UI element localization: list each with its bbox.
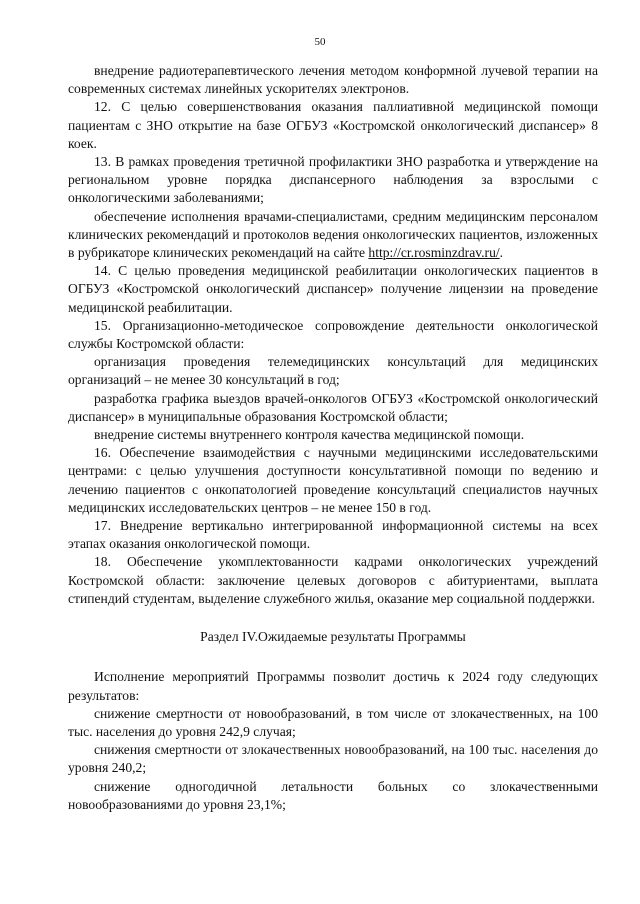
paragraph-clinical-guidelines-tail: .	[499, 245, 504, 261]
paragraph-item-16: 16. Обеспечение взаимодействия с научными медицинскими исследовательскими центрами: с целью улучшения доступности консультативной помощи по ведению и лечению пациентов с онкопатологией проведение консультаций специалистов научных медицинских исследовательских центров – не менее 150 в год.	[68, 445, 598, 515]
paragraph-quality-control: внедрение системы внутреннего контроля качества медицинской помощи.	[94, 427, 525, 443]
paragraph-clinical-guidelines-text: обеспечение исполнения врачами-специалистами, средним медицинским персоналом клинических рекомендаций и протоколов ведения онкологических пациентов, изложенных в рубрикаторе клинических рекомендаций на сайте	[68, 208, 598, 261]
paragraph-telemedicine: организация проведения телемедицинских консультаций для медицинских организаций – не менее 30 консультаций в год;	[68, 354, 598, 388]
paragraph-item-14: 14. С целью проведения медицинской реабилитации онкологических пациентов в ОГБУЗ «Костромской онкологический диспансер» получение лицензии на проведение медицинской реабилитации.	[68, 263, 598, 315]
paragraph-visit-schedule: разработка графика выездов врачей-онкологов ОГБУЗ «Костромской онкологический диспансер» в муниципальные образования Костромской области;	[68, 390, 598, 424]
paragraph-radiotherapy: внедрение радиотерапевтического лечения методом конформной лучевой терапии на современных системах линейных ускорителях электронов.	[68, 63, 598, 97]
paragraph-item-13: 13. В рамках проведения третичной профилактики ЗНО разработка и утверждение на региональном уровне порядка диспансерного наблюдения за взрослыми с онкологическими заболеваниями;	[68, 154, 598, 206]
paragraph-result-one-year-lethality: снижение одногодичной летальности больных со злокачественными новообразованиями до уровня 23,1%;	[68, 778, 598, 812]
page-number: 50	[314, 36, 326, 48]
section-title: Раздел IV.Ожидаемые результаты Программы	[200, 629, 466, 645]
paragraph-results-intro: Исполнение мероприятий Программы позволит достичь к 2024 году следующих результатов:	[68, 669, 598, 703]
rosminzdrav-link[interactable]: http://cr.rosminzdrav.ru/	[368, 245, 500, 261]
paragraph-clinical-guidelines	[68, 208, 598, 263]
paragraph-result-mortality-malignant: снижения смертности от злокачественных новообразований, на 100 тыс. населения до уровня 240,2;	[68, 742, 598, 776]
paragraph-result-mortality-neoplasms: снижение смертности от новообразований, в том числе от злокачественных, на 100 тыс. населения до уровня 242,9 случая;	[68, 705, 598, 739]
paragraph-item-17: 17. Внедрение вертикально интегрированной информационной системы на всех этапах оказания онкологической помощи.	[68, 518, 598, 552]
paragraph-item-15: 15. Организационно-методическое сопровождение деятельности онкологической службы Костромской области:	[68, 317, 598, 352]
document-body	[68, 62, 598, 814]
paragraph-item-18: 18. Обеспечение укомплектованности кадрами онкологических учреждений Костромской области: заключение целевых договоров с абитуриентами, выплата стипендий студентам, выделение служебного жилья, оказание мер социальной поддержки.	[68, 554, 598, 606]
paragraph-item-12: 12. С целью совершенствования оказания паллиативной медицинской помощи пациентам с ЗНО открытие на базе ОГБУЗ «Костромской онкологический диспансер» 8 коек.	[68, 99, 598, 151]
